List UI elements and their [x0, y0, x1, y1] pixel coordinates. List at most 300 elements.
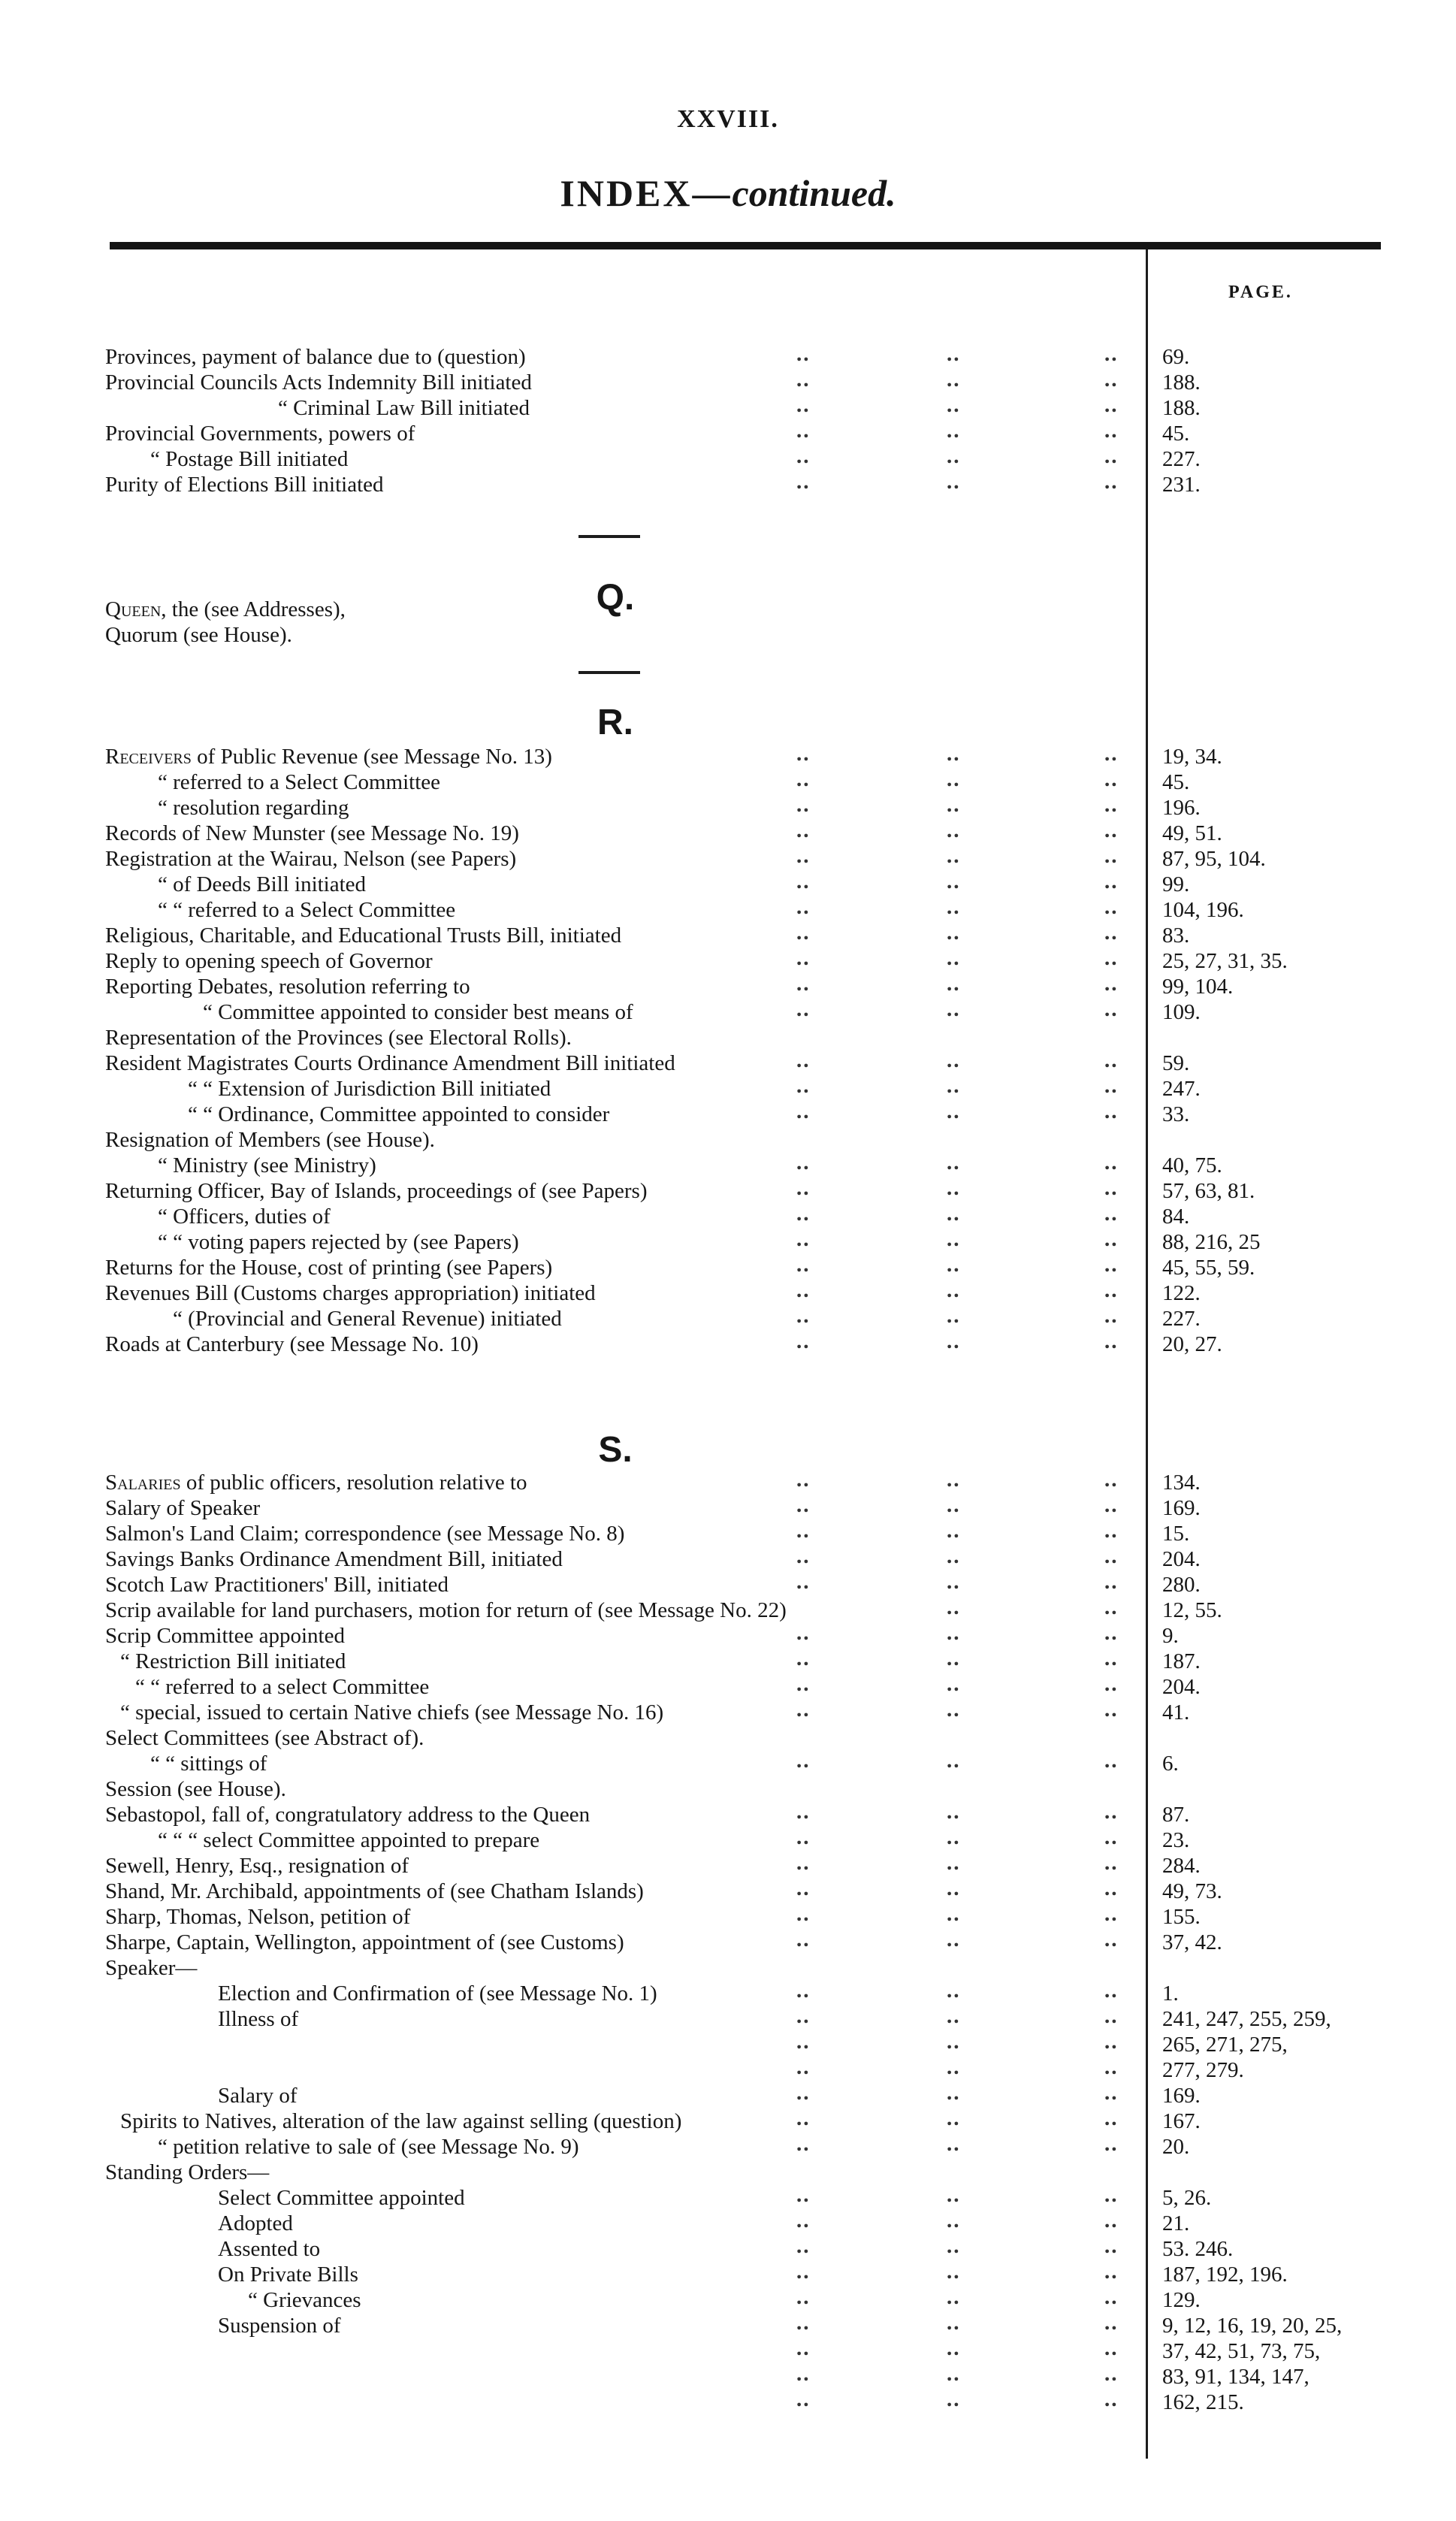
entry-text	[150, 1751, 267, 1776]
entry-topic: Speaker—	[105, 1956, 198, 1980]
leader-dots: ..	[947, 2030, 961, 2054]
entry-topic: Resignation of Members (see House).	[105, 1128, 435, 1152]
entry-page-ref: 155.	[1162, 1905, 1201, 1929]
entry-text	[105, 1178, 647, 1204]
entry-topic: Purity of Elections Bill initiated	[105, 473, 384, 497]
leader-dots: ..	[1104, 1902, 1119, 1926]
leader-dots: ..	[947, 367, 961, 391]
index-entry	[0, 1255, 1456, 1280]
entry-topic: Suspension of	[218, 2314, 341, 2338]
index-entry	[0, 446, 1456, 472]
entry-page-ref: 23.	[1162, 1828, 1190, 1852]
leader-dots: ..	[947, 1825, 961, 1849]
entry-topic: Select Committees (see Abstract of).	[105, 1726, 424, 1750]
leader-dots: ..	[947, 2081, 961, 2105]
entry-text	[158, 1229, 519, 1255]
index-entry	[0, 1853, 1456, 1879]
index-entry	[0, 1978, 1456, 2006]
leader-dots: ..	[1104, 1697, 1119, 1721]
index-entry	[0, 1546, 1456, 1572]
leader-dots: ..	[1104, 2055, 1119, 2079]
entry-text	[105, 1955, 197, 1981]
leader-dots: ..	[947, 1150, 961, 1174]
leader-dots: ..	[947, 1176, 961, 1200]
leader-dots: ..	[1104, 1099, 1119, 1123]
leader-dots: ..	[796, 2208, 811, 2232]
leader-dots: ..	[1104, 818, 1119, 842]
entry-text	[105, 923, 621, 948]
entry-topic: “ special, issued to certain Native chiefs (see Message No. 16)	[120, 1700, 664, 1724]
leader-dots: ..	[796, 342, 811, 366]
leader-dots: ..	[1104, 1621, 1119, 1645]
entry-text	[158, 2134, 578, 2160]
entry-text	[105, 1879, 644, 1904]
entry-page-ref: 277, 279.	[1162, 2058, 1244, 2082]
leader-dots: ..	[947, 1253, 961, 1277]
index-entry	[0, 1646, 1456, 1674]
entry-page-ref: 84.	[1162, 1205, 1190, 1229]
entry-topic: “ (Provincial and General Revenue) initiated	[173, 1307, 562, 1331]
entry-page-ref: 21.	[1162, 2211, 1190, 2235]
entry-page-ref: 57, 63, 81.	[1162, 1179, 1255, 1203]
page-number: XXVIII.	[677, 105, 779, 133]
entry-text	[105, 1050, 675, 1076]
leader-dots: ..	[947, 793, 961, 817]
leader-dots: ..	[796, 1902, 811, 1926]
entry-topic: On Private Bills	[218, 2263, 358, 2287]
entry-text	[158, 897, 455, 923]
entry-topic: Sharp, Thomas, Nelson, petition of	[105, 1905, 411, 1929]
entry-text	[158, 795, 349, 821]
entry-topic: “ “ referred to a select Committee	[135, 1675, 430, 1699]
entry-page-ref: 196.	[1162, 796, 1201, 820]
entry-text	[158, 1153, 376, 1178]
leader-dots: ..	[796, 2132, 811, 2156]
index-entry	[0, 622, 1456, 648]
leader-dots: ..	[1104, 1851, 1119, 1875]
entry-topic: Assented to	[218, 2237, 321, 2261]
entry-topic: Returns for the House, cost of printing (see Papers)	[105, 1256, 553, 1280]
leader-dots: ..	[947, 2260, 961, 2284]
entry-text	[105, 1598, 787, 1623]
index-entry	[0, 421, 1456, 446]
entry-text	[105, 1255, 552, 1280]
leader-dots: ..	[796, 1851, 811, 1875]
entry-page-ref: 5, 26.	[1162, 2186, 1212, 2210]
entry-text	[278, 395, 530, 421]
leader-dots: ..	[1104, 2004, 1119, 2028]
entry-topic: Salmon's Land Claim; correspondence (see Message No. 8)	[105, 1522, 625, 1546]
entry-page-ref: 284.	[1162, 1854, 1201, 1878]
entry-text	[105, 1495, 260, 1521]
entry-text	[105, 846, 516, 872]
entry-page-ref: 20.	[1162, 2135, 1190, 2159]
index-entry	[0, 1025, 1456, 1050]
entry-text	[218, 2006, 298, 2032]
leader-dots: ..	[1104, 1304, 1119, 1328]
section-letter-r: R.	[597, 703, 633, 742]
leader-dots: ..	[947, 2183, 961, 2207]
entry-page-ref: 247.	[1162, 1077, 1201, 1101]
entry-text	[203, 999, 633, 1025]
leader-dots: ..	[947, 920, 961, 945]
leader-dots: ..	[796, 2336, 811, 2360]
leader-dots: ..	[796, 393, 811, 417]
entry-topic: “ Ministry (see Ministry)	[158, 1153, 376, 1177]
entry-topic: “ “ “ select Committee appointed to prepare	[158, 1828, 540, 1852]
entry-text	[120, 1700, 663, 1725]
entry-page-ref: 104, 196.	[1162, 898, 1244, 922]
leader-dots: ..	[1104, 1749, 1119, 1773]
index-entry	[0, 897, 1456, 923]
index-entry	[0, 1955, 1456, 1981]
index-entry	[0, 1470, 1456, 1495]
entry-page-ref: 204.	[1162, 1675, 1201, 1699]
entry-lead-word: Receivers	[105, 745, 192, 769]
index-entry	[0, 974, 1456, 999]
leader-dots: ..	[796, 1253, 811, 1277]
entry-page-ref: 188.	[1162, 370, 1201, 394]
leader-dots: ..	[796, 2362, 811, 2386]
entry-page-ref: 227.	[1162, 1307, 1201, 1331]
leader-dots: ..	[1104, 2132, 1119, 2156]
entry-page-ref: 109.	[1162, 1000, 1201, 1024]
entry-topic: Select Committee appointed	[218, 2186, 465, 2210]
entry-page-ref: 169.	[1162, 1496, 1201, 1520]
index-entry	[0, 2185, 1456, 2211]
entry-topic: Registration at the Wairau, Nelson (see Papers)	[105, 847, 517, 871]
entry-topic: Quorum (see House).	[105, 623, 292, 647]
leader-dots: ..	[1104, 470, 1119, 494]
index-entry	[0, 948, 1456, 974]
leader-dots: ..	[947, 2132, 961, 2156]
leader-dots: ..	[947, 2055, 961, 2079]
entry-page-ref: 87, 95, 104.	[1162, 847, 1266, 871]
leader-dots: ..	[796, 1621, 811, 1645]
index-entry	[0, 1904, 1456, 1930]
entry-topic: “ Criminal Law Bill initiated	[278, 396, 530, 420]
index-entry	[0, 2387, 1456, 2415]
entry-text	[105, 1802, 590, 1827]
leader-dots: ..	[796, 920, 811, 945]
leader-dots: ..	[947, 1329, 961, 1353]
entry-topic: “ Restriction Bill initiated	[120, 1649, 346, 1673]
entry-topic: Representation of the Provinces (see Electoral Rolls).	[105, 1026, 572, 1050]
leader-dots: ..	[1104, 419, 1119, 443]
entry-text	[105, 744, 552, 769]
entry-page-ref: 169.	[1162, 2084, 1201, 2108]
leader-dots: ..	[796, 997, 811, 1021]
leader-dots: ..	[796, 1150, 811, 1174]
leader-dots: ..	[796, 470, 811, 494]
leader-dots: ..	[796, 1876, 811, 1900]
leader-dots: ..	[796, 419, 811, 443]
entry-topic: Resident Magistrates Courts Ordinance Amendment Bill initiated	[105, 1051, 675, 1075]
leader-dots: ..	[796, 1468, 811, 1492]
entry-text	[135, 1674, 429, 1700]
entry-page-ref: 188.	[1162, 396, 1201, 420]
entry-topic: “ “ sittings of	[150, 1752, 267, 1776]
leader-dots: ..	[947, 1749, 961, 1773]
index-entry	[0, 1595, 1456, 1623]
entry-topic: “ Officers, duties of	[158, 1205, 331, 1229]
entry-text	[105, 1725, 424, 1751]
leader-dots: ..	[796, 1493, 811, 1517]
index-entry	[0, 1827, 1456, 1853]
leader-dots: ..	[1104, 1544, 1119, 1568]
entry-topic: Provincial Councils Acts Indemnity Bill initiated	[105, 370, 532, 394]
entry-text	[120, 1649, 346, 1674]
entry-text	[105, 1904, 410, 1930]
leader-dots: ..	[947, 1570, 961, 1594]
entry-page-ref: 162, 215.	[1162, 2390, 1244, 2414]
entry-topic: Provinces, payment of balance due to (question)	[105, 345, 526, 369]
leader-dots: ..	[1104, 1278, 1119, 1302]
index-entry	[0, 2160, 1456, 2185]
index-entry	[0, 2262, 1456, 2287]
index-entry	[0, 1802, 1456, 1827]
leader-dots: ..	[947, 2106, 961, 2130]
entry-page-ref: 204.	[1162, 1547, 1201, 1571]
leader-dots: ..	[1104, 2336, 1119, 2360]
leader-dots: ..	[947, 1493, 961, 1517]
entry-topic: “ Committee appointed to consider best means of	[203, 1000, 633, 1024]
leader-dots: ..	[1104, 844, 1119, 868]
index-entry	[0, 1725, 1456, 1751]
entry-text	[105, 1521, 624, 1546]
leader-dots: ..	[1104, 1150, 1119, 1174]
leader-dots: ..	[947, 2004, 961, 2028]
entry-topic: Sewell, Henry, Esq., resignation of	[105, 1854, 409, 1878]
title-main: INDEX—	[560, 172, 733, 214]
leader-dots: ..	[1104, 767, 1119, 791]
entry-text	[120, 2108, 681, 2134]
leader-dots: ..	[1104, 367, 1119, 391]
entry-topic: Reply to opening speech of Governor	[105, 949, 433, 973]
leader-dots: ..	[796, 1048, 811, 1072]
entry-topic: “ Grievances	[248, 2288, 361, 2312]
leader-dots: ..	[947, 1099, 961, 1123]
leader-dots: ..	[947, 1621, 961, 1645]
index-entry	[0, 795, 1456, 821]
entry-topic: Savings Banks Ordinance Amendment Bill, initiated	[105, 1547, 563, 1571]
entry-text	[158, 1204, 331, 1229]
entry-text	[105, 1623, 345, 1649]
leader-dots: ..	[796, 1329, 811, 1353]
leader-dots: ..	[947, 1048, 961, 1072]
index-entry	[0, 2313, 1456, 2338]
leader-dots: ..	[1104, 1253, 1119, 1277]
leader-dots: ..	[947, 997, 961, 1021]
leader-dots: ..	[947, 1902, 961, 1926]
leader-dots: ..	[796, 1227, 811, 1251]
entry-page-ref: 227.	[1162, 447, 1201, 471]
entry-page-ref: 99.	[1162, 872, 1190, 896]
index-entry	[0, 2006, 1456, 2032]
index-entry	[0, 1280, 1456, 1306]
leader-dots: ..	[796, 367, 811, 391]
entry-page-ref: 41.	[1162, 1700, 1190, 1724]
leader-dots: ..	[947, 1876, 961, 1900]
leader-dots: ..	[796, 1570, 811, 1594]
leader-dots: ..	[947, 844, 961, 868]
entry-topic: Reporting Debates, resolution referring to	[105, 975, 470, 999]
entry-page-ref: 83.	[1162, 923, 1190, 948]
entry-page-ref: 25, 27, 31, 35.	[1162, 949, 1288, 973]
entry-topic: “ “ referred to a Select Committee	[158, 898, 456, 922]
leader-dots: ..	[1104, 920, 1119, 945]
leader-dots: ..	[947, 419, 961, 443]
leader-dots: ..	[947, 1978, 961, 2003]
index-entry	[0, 1229, 1456, 1255]
entry-lead-word: Salaries	[105, 1471, 181, 1495]
leader-dots: ..	[1104, 1978, 1119, 2003]
entry-page-ref: 280.	[1162, 1573, 1201, 1597]
leader-dots: ..	[796, 844, 811, 868]
entry-text	[218, 1981, 657, 2006]
leader-dots: ..	[796, 1800, 811, 1824]
leader-dots: ..	[1104, 2285, 1119, 2309]
entry-page-ref: 49, 51.	[1162, 821, 1222, 845]
entry-topic: Scotch Law Practitioners' Bill, initiated	[105, 1573, 449, 1597]
leader-dots: ..	[1104, 2260, 1119, 2284]
index-entry	[0, 869, 1456, 897]
leader-dots: ..	[1104, 2081, 1119, 2105]
leader-dots: ..	[1104, 1227, 1119, 1251]
entry-lead-word: Queen	[105, 597, 162, 621]
leader-dots: ..	[796, 444, 811, 468]
index-entry	[0, 2236, 1456, 2262]
leader-dots: ..	[947, 1304, 961, 1328]
leader-dots: ..	[947, 2336, 961, 2360]
leader-dots: ..	[1104, 869, 1119, 893]
leader-dots: ..	[796, 1074, 811, 1098]
entry-page-ref: 37, 42.	[1162, 1930, 1222, 1954]
entry-topic: Sharpe, Captain, Wellington, appointment of (see Customs)	[105, 1930, 624, 1954]
leader-dots: ..	[1104, 2208, 1119, 2232]
index-entry	[0, 999, 1456, 1025]
leader-dots: ..	[947, 869, 961, 893]
leader-dots: ..	[947, 742, 961, 766]
index-entry	[0, 344, 1456, 370]
leader-dots: ..	[1104, 1329, 1119, 1353]
index-entry	[0, 1572, 1456, 1598]
leader-dots: ..	[796, 1544, 811, 1568]
entry-text	[218, 2211, 293, 2236]
index-entry	[0, 1751, 1456, 1776]
entry-text	[218, 2262, 358, 2287]
entry-text	[105, 1930, 624, 1955]
entry-topic: Illness of	[218, 2007, 299, 2031]
index-entry	[0, 1521, 1456, 1546]
leader-dots: ..	[947, 767, 961, 791]
entry-topic: Adopted	[218, 2211, 293, 2235]
leader-dots: ..	[796, 2183, 811, 2207]
leader-dots: ..	[796, 1099, 811, 1123]
entry-topic: Records of New Munster (see Message No. 19)	[105, 821, 519, 845]
index-entry	[0, 2083, 1456, 2108]
leader-dots: ..	[947, 818, 961, 842]
leader-dots: ..	[1104, 2183, 1119, 2207]
entry-page-ref: 33.	[1162, 1102, 1190, 1126]
leader-dots: ..	[947, 1646, 961, 1670]
entry-text	[105, 1853, 409, 1879]
entry-page-ref: 12, 55.	[1162, 1598, 1222, 1622]
index-entry	[0, 2134, 1456, 2160]
leader-dots: ..	[947, 2285, 961, 2309]
entry-topic: Shand, Mr. Archibald, appointments of (see Chatham Islands)	[105, 1879, 644, 1903]
entry-page-ref: 87.	[1162, 1803, 1190, 1827]
index-entry	[0, 472, 1456, 497]
leader-dots: ..	[796, 1176, 811, 1200]
leader-dots: ..	[1104, 2234, 1119, 2258]
leader-dots: ..	[796, 2055, 811, 2079]
index-entry	[0, 818, 1456, 846]
leader-dots: ..	[1104, 444, 1119, 468]
index-entry	[0, 1076, 1456, 1102]
entry-text	[105, 1470, 527, 1495]
entry-topic: “ petition relative to sale of (see Message No. 9)	[158, 2135, 579, 2159]
leader-dots: ..	[796, 1672, 811, 1696]
leader-dots: ..	[796, 1978, 811, 2003]
leader-dots: ..	[796, 1519, 811, 1543]
entry-text	[105, 370, 532, 395]
leader-dots: ..	[1104, 1048, 1119, 1072]
leader-dots: ..	[947, 1519, 961, 1543]
entry-topic: of Public Revenue (see Message No. 13)	[191, 745, 552, 769]
index-entry	[0, 1876, 1456, 1904]
index-entry	[0, 1050, 1456, 1076]
entry-page-ref: 231.	[1162, 473, 1201, 497]
title-continued: continued.	[732, 172, 896, 214]
entry-topic: “ of Deeds Bill initiated	[158, 872, 367, 896]
leader-dots: ..	[796, 2311, 811, 2335]
entry-text	[105, 421, 415, 446]
index-entry	[0, 1697, 1456, 1725]
leader-dots: ..	[1104, 2106, 1119, 2130]
leader-dots: ..	[947, 1697, 961, 1721]
leader-dots: ..	[796, 2387, 811, 2411]
leader-dots: ..	[1104, 2030, 1119, 2054]
leader-dots: ..	[1104, 1825, 1119, 1849]
leader-dots: ..	[796, 1202, 811, 1226]
entry-text	[218, 2185, 465, 2211]
leader-dots: ..	[1104, 1202, 1119, 1226]
entry-text	[188, 1076, 551, 1102]
index-entry	[0, 367, 1456, 395]
entry-page-ref: 49, 73.	[1162, 1879, 1222, 1903]
index-entry	[0, 1127, 1456, 1153]
index-entry	[0, 597, 1456, 622]
page-column-header: PAGE.	[1228, 283, 1293, 302]
leader-dots: ..	[947, 1800, 961, 1824]
index-entry	[0, 1178, 1456, 1204]
entry-topic: Election and Confirmation of (see Message No. 1)	[218, 1981, 657, 2006]
entry-topic: Sebastopol, fall of, congratulatory address to the Queen	[105, 1803, 591, 1827]
entry-page-ref: 167.	[1162, 2109, 1201, 2133]
entry-page-ref: 1.	[1162, 1981, 1179, 2006]
entry-text	[105, 821, 519, 846]
entry-text	[105, 1546, 563, 1572]
leader-dots: ..	[796, 2030, 811, 2054]
entry-topic: Roads at Canterbury (see Message No. 10)	[105, 1332, 479, 1356]
entry-page-ref: 129.	[1162, 2288, 1201, 2312]
leader-dots: ..	[796, 742, 811, 766]
entry-topic: Scrip available for land purchasers, motion for return of (see Message No. 22)	[105, 1598, 787, 1622]
index-entry	[0, 1306, 1456, 1332]
leader-dots: ..	[796, 1927, 811, 1951]
index-entry	[0, 920, 1456, 948]
